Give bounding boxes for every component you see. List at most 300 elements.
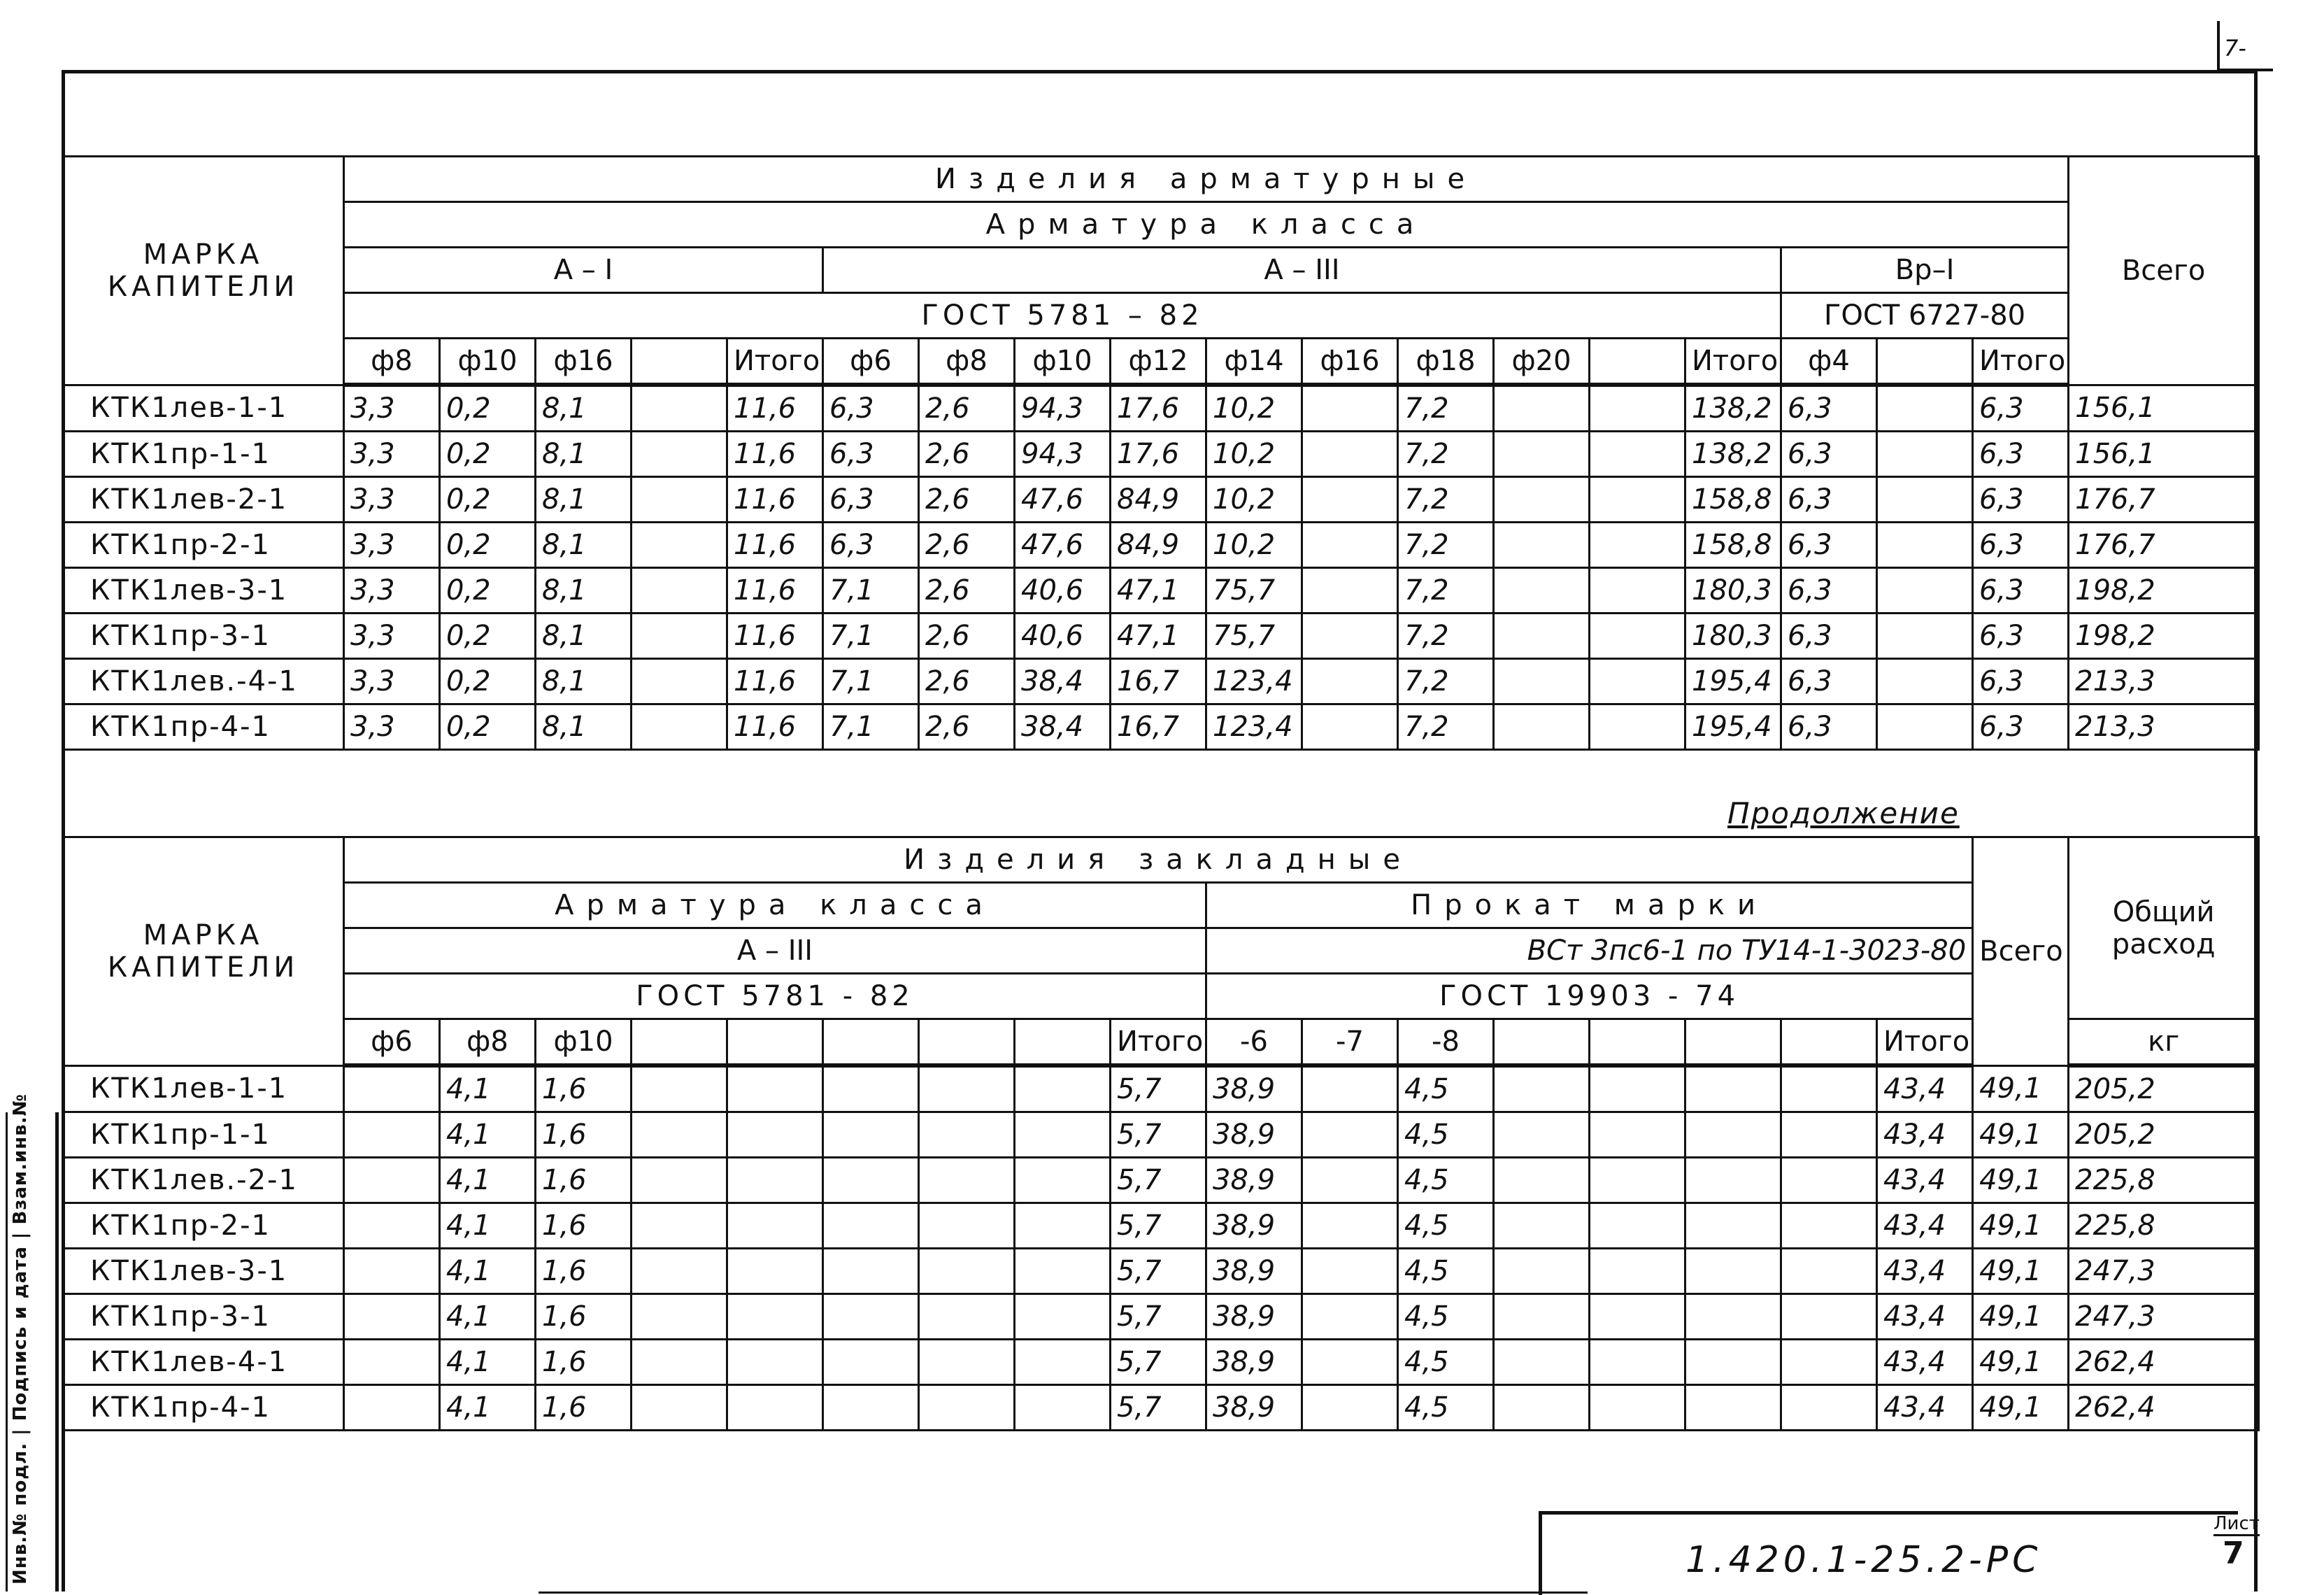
cell-value <box>1494 659 1590 704</box>
sheet-label: Лист <box>2213 1513 2260 1536</box>
cell-value: 6,3 <box>1781 477 1877 523</box>
cell-value <box>1494 1203 1590 1249</box>
class-title: Арматура класса <box>344 202 2069 248</box>
cell-value <box>1015 1112 1111 1158</box>
column-header <box>1877 339 1973 385</box>
column-header: ф6 <box>823 339 919 385</box>
cell-value <box>632 477 727 523</box>
cell-value: 6,3 <box>823 385 919 432</box>
cell-value: 6,3 <box>1781 704 1877 750</box>
cell-value: 8,1 <box>536 432 632 477</box>
cell-value <box>1302 1340 1398 1385</box>
cell-value: 7,2 <box>1398 659 1494 704</box>
cell-value: 4,1 <box>440 1340 536 1385</box>
cell-value <box>1590 385 1685 432</box>
table-row <box>63 1112 2259 1158</box>
column-header: ф10 <box>1015 339 1111 385</box>
column-header <box>1015 1019 1111 1066</box>
group-title: Изделия арматурные <box>344 157 2069 202</box>
capital-mark: КТК1пр-3-1 <box>63 614 344 659</box>
cell-value: 84,9 <box>1111 477 1206 523</box>
cell-value <box>1877 523 1973 568</box>
capital-mark: КТК1пр-4-1 <box>63 704 344 750</box>
cell-value <box>1685 1065 1781 1112</box>
row-total: 198,2 <box>2069 614 2259 659</box>
cell-value <box>632 704 727 750</box>
cell-value <box>1302 432 1398 477</box>
row-overall: 205,2 <box>2069 1065 2259 1112</box>
cell-value: 10,2 <box>1206 523 1302 568</box>
embedded-items-table <box>62 836 2260 1431</box>
cell-value <box>632 385 727 432</box>
cell-value: 4,5 <box>1398 1340 1494 1385</box>
cell-value: 47,1 <box>1111 568 1206 614</box>
column-header: ф18 <box>1398 339 1494 385</box>
column-header <box>632 339 727 385</box>
column-header <box>1590 339 1685 385</box>
cell-value <box>823 1294 919 1340</box>
cell-value: 1,6 <box>536 1294 632 1340</box>
cell-value: 0,2 <box>440 659 536 704</box>
row-total: 156,1 <box>2069 432 2259 477</box>
cell-value: 40,6 <box>1015 614 1111 659</box>
cell-value: 1,6 <box>536 1158 632 1203</box>
cell-value <box>1685 1112 1781 1158</box>
cell-value <box>632 1249 727 1294</box>
cell-value: 123,4 <box>1206 704 1302 750</box>
cell-value <box>344 1340 440 1385</box>
cell-value: 7,2 <box>1398 477 1494 523</box>
cell-value <box>1302 1112 1398 1158</box>
cell-value: 6,3 <box>823 477 919 523</box>
row-total: 198,2 <box>2069 568 2259 614</box>
cell-value: 4,5 <box>1398 1249 1494 1294</box>
cell-value <box>1302 1385 1398 1431</box>
cell-value: 4,5 <box>1398 1203 1494 1249</box>
cell-value <box>823 1340 919 1385</box>
cell-value <box>1494 1340 1590 1385</box>
cell-value: 4,5 <box>1398 1112 1494 1158</box>
cell-value: 0,2 <box>440 523 536 568</box>
cell-value: 43,4 <box>1877 1203 1973 1249</box>
cell-value <box>344 1203 440 1249</box>
cell-value <box>1015 1249 1111 1294</box>
cell-value <box>727 1340 823 1385</box>
cell-value <box>727 1249 823 1294</box>
cell-value: 43,4 <box>1877 1112 1973 1158</box>
cell-value <box>344 1112 440 1158</box>
table-row <box>63 1385 2259 1431</box>
cell-value: 7,1 <box>823 614 919 659</box>
capital-mark: КТК1лев.-4-1 <box>63 659 344 704</box>
row-overall: 247,3 <box>2069 1294 2259 1340</box>
subclass-vp1: Вр–I <box>1781 248 2069 293</box>
cell-value: 43,4 <box>1877 1065 1973 1112</box>
cell-value: 4,5 <box>1398 1385 1494 1431</box>
row-overall: 262,4 <box>2069 1340 2259 1385</box>
cell-value: 158,8 <box>1685 523 1781 568</box>
cell-value: 6,3 <box>1973 432 2069 477</box>
cell-value <box>823 1385 919 1431</box>
group-title: Изделия закладные <box>344 837 1973 883</box>
cell-value <box>1781 1249 1877 1294</box>
row-overall: 247,3 <box>2069 1249 2259 1294</box>
cell-value <box>1590 432 1685 477</box>
row-total: 49,1 <box>1973 1203 2069 1249</box>
cell-value <box>1015 1158 1111 1203</box>
cell-value <box>1590 1158 1685 1203</box>
column-header: ф10 <box>536 1019 632 1066</box>
cell-value <box>1781 1112 1877 1158</box>
row-total: 49,1 <box>1973 1158 2069 1203</box>
cell-value: 4,5 <box>1398 1294 1494 1340</box>
row-total: 49,1 <box>1973 1065 2069 1112</box>
cell-value <box>1015 1203 1111 1249</box>
cell-value <box>823 1112 919 1158</box>
column-header: Итого <box>727 339 823 385</box>
cell-value <box>1494 385 1590 432</box>
cell-value <box>344 1249 440 1294</box>
cell-value: 6,3 <box>1781 614 1877 659</box>
column-header: Итого <box>1973 339 2069 385</box>
cell-value <box>823 1065 919 1112</box>
column-header <box>727 1019 823 1066</box>
cell-value <box>1015 1385 1111 1431</box>
cell-value: 123,4 <box>1206 659 1302 704</box>
table-row <box>63 1294 2259 1340</box>
cell-value <box>1590 1340 1685 1385</box>
corner-mark: 7- <box>2224 35 2246 62</box>
cell-value: 1,6 <box>536 1340 632 1385</box>
cell-value <box>1302 385 1398 432</box>
cell-value <box>1015 1294 1111 1340</box>
cell-value: 4,1 <box>440 1065 536 1112</box>
cell-value <box>1590 523 1685 568</box>
cell-value: 75,7 <box>1206 614 1302 659</box>
cell-value: 40,6 <box>1015 568 1111 614</box>
cell-value <box>919 1203 1015 1249</box>
cell-value: 4,1 <box>440 1249 536 1294</box>
cell-value <box>1685 1158 1781 1203</box>
cell-value: 38,9 <box>1206 1158 1302 1203</box>
cell-value: 38,4 <box>1015 659 1111 704</box>
cell-value <box>1302 523 1398 568</box>
column-header: ф20 <box>1494 339 1590 385</box>
cell-value <box>632 1065 727 1112</box>
cell-value: 0,2 <box>440 477 536 523</box>
cell-value: 4,1 <box>440 1294 536 1340</box>
cell-value <box>919 1340 1015 1385</box>
cell-value: 17,6 <box>1111 432 1206 477</box>
cell-value: 10,2 <box>1206 477 1302 523</box>
cell-value: 6,3 <box>1973 614 2069 659</box>
cell-value <box>919 1112 1015 1158</box>
row-total: 156,1 <box>2069 385 2259 432</box>
cell-value <box>1590 1112 1685 1158</box>
cell-value <box>1302 1203 1398 1249</box>
total-header: Всего <box>1973 837 2069 1066</box>
cell-value: 6,3 <box>1781 385 1877 432</box>
cell-value: 11,6 <box>727 659 823 704</box>
cell-value <box>1494 477 1590 523</box>
cell-value <box>727 1112 823 1158</box>
cell-value: 43,4 <box>1877 1385 1973 1431</box>
cell-value: 8,1 <box>536 523 632 568</box>
cell-value <box>727 1158 823 1203</box>
cell-value: 3,3 <box>344 614 440 659</box>
column-header <box>1494 1019 1590 1066</box>
column-header <box>1590 1019 1685 1066</box>
cell-value <box>1781 1340 1877 1385</box>
row-total: 176,7 <box>2069 523 2259 568</box>
cell-value: 5,7 <box>1111 1065 1206 1112</box>
cell-value: 7,2 <box>1398 614 1494 659</box>
cell-value <box>1494 704 1590 750</box>
cell-value: 8,1 <box>536 568 632 614</box>
cell-value: 3,3 <box>344 568 440 614</box>
cell-value <box>1685 1203 1781 1249</box>
table-row <box>63 614 2259 659</box>
cell-value: 16,7 <box>1111 704 1206 750</box>
cell-value <box>1877 385 1973 432</box>
cell-value <box>1685 1249 1781 1294</box>
cell-value <box>1781 1065 1877 1112</box>
cell-value: 11,6 <box>727 385 823 432</box>
cell-value: 138,2 <box>1685 385 1781 432</box>
cell-value <box>1877 704 1973 750</box>
cell-value: 11,6 <box>727 523 823 568</box>
cell-value: 180,3 <box>1685 614 1781 659</box>
cell-value <box>1494 1385 1590 1431</box>
cell-value: 6,3 <box>1973 523 2069 568</box>
column-header: Итого <box>1685 339 1781 385</box>
cell-value: 8,1 <box>536 385 632 432</box>
cell-value: 0,2 <box>440 614 536 659</box>
cell-value <box>632 523 727 568</box>
cell-value: 6,3 <box>1973 704 2069 750</box>
cell-value: 3,3 <box>344 659 440 704</box>
column-header: Итого <box>1877 1019 1973 1066</box>
reinforcement-table <box>62 155 2260 751</box>
cell-value: 1,6 <box>536 1065 632 1112</box>
cell-value: 7,2 <box>1398 568 1494 614</box>
cell-value: 2,6 <box>919 477 1015 523</box>
cell-value <box>1781 1158 1877 1203</box>
column-header: ф8 <box>440 1019 536 1066</box>
cell-value: 38,9 <box>1206 1249 1302 1294</box>
column-header: ф6 <box>344 1019 440 1066</box>
cell-value: 47,6 <box>1015 523 1111 568</box>
cell-value <box>1781 1203 1877 1249</box>
cell-value <box>1877 432 1973 477</box>
unit-label: кг <box>2069 1019 2259 1066</box>
cell-value <box>632 1158 727 1203</box>
cell-value <box>1302 614 1398 659</box>
cell-value <box>1302 1249 1398 1294</box>
capital-mark: КТК1пр-2-1 <box>63 523 344 568</box>
table-row <box>63 523 2259 568</box>
row-overall: 205,2 <box>2069 1112 2259 1158</box>
subclass-a1: А – I <box>344 248 823 293</box>
cell-value: 38,9 <box>1206 1203 1302 1249</box>
cell-value <box>1590 568 1685 614</box>
cell-value <box>1877 659 1973 704</box>
cell-value: 7,2 <box>1398 432 1494 477</box>
cell-value <box>1877 477 1973 523</box>
cell-value <box>727 1294 823 1340</box>
cell-value <box>1590 1385 1685 1431</box>
cell-value <box>1590 477 1685 523</box>
cell-value: 8,1 <box>536 614 632 659</box>
gost-a: ГОСТ 5781 – 82 <box>344 293 1781 339</box>
cell-value <box>632 659 727 704</box>
cell-value <box>632 1203 727 1249</box>
row-total: 49,1 <box>1973 1112 2069 1158</box>
cell-value <box>1494 614 1590 659</box>
table-row <box>63 1340 2259 1385</box>
rolled-title: Прокат марки <box>1206 883 1973 928</box>
cell-value <box>1877 614 1973 659</box>
column-header: ф12 <box>1111 339 1206 385</box>
column-header: ф16 <box>536 339 632 385</box>
capital-mark: КТК1пр-3-1 <box>63 1294 344 1340</box>
cell-value: 4,1 <box>440 1158 536 1203</box>
cell-value <box>919 1065 1015 1112</box>
continuation-label: Продолжение <box>1727 796 1960 830</box>
cell-value: 10,2 <box>1206 385 1302 432</box>
cell-value: 4,5 <box>1398 1158 1494 1203</box>
column-header: ф8 <box>919 339 1015 385</box>
cell-value <box>1781 1385 1877 1431</box>
subclass-a3: А – III <box>344 928 1206 974</box>
gost-vp: ГОСТ 6727-80 <box>1781 293 2069 339</box>
cell-value: 43,4 <box>1877 1158 1973 1203</box>
cell-value <box>919 1385 1015 1431</box>
cell-value: 7,1 <box>823 568 919 614</box>
cell-value: 2,6 <box>919 523 1015 568</box>
capital-mark: КТК1лев-1-1 <box>63 1065 344 1112</box>
capital-mark: КТК1лев.-2-1 <box>63 1158 344 1203</box>
row-total: 213,3 <box>2069 659 2259 704</box>
cell-value: 1,6 <box>536 1112 632 1158</box>
cell-value: 4,1 <box>440 1112 536 1158</box>
cell-value: 16,7 <box>1111 659 1206 704</box>
sheet-number: 7 <box>2223 1536 2244 1571</box>
cell-value: 6,3 <box>1781 523 1877 568</box>
cell-value: 5,7 <box>1111 1203 1206 1249</box>
column-header <box>823 1019 919 1066</box>
cell-value <box>727 1203 823 1249</box>
cell-value: 38,9 <box>1206 1294 1302 1340</box>
bottom-rule <box>539 1592 1588 1594</box>
cell-value: 6,3 <box>1973 477 2069 523</box>
row-total: 49,1 <box>1973 1340 2069 1385</box>
cell-value: 94,3 <box>1015 385 1111 432</box>
gost-rolled: ГОСТ 19903 - 74 <box>1206 974 1973 1019</box>
rolled-grade: ВСт 3пс6-1 по ТУ14-1-3023-80 <box>1206 928 1973 974</box>
cell-value <box>1015 1065 1111 1112</box>
table-row <box>63 659 2259 704</box>
cell-value: 5,7 <box>1111 1158 1206 1203</box>
column-header <box>919 1019 1015 1066</box>
cell-value <box>1302 568 1398 614</box>
cell-value: 6,3 <box>823 523 919 568</box>
class-title: Арматура класса <box>344 883 1206 928</box>
cell-value <box>1494 523 1590 568</box>
document-code: 1.420.1-25.2-РС <box>1685 1539 2042 1581</box>
column-header <box>1685 1019 1781 1066</box>
cell-value: 180,3 <box>1685 568 1781 614</box>
cell-value: 94,3 <box>1015 432 1111 477</box>
cell-value: 6,3 <box>1973 659 2069 704</box>
cell-value: 5,7 <box>1111 1112 1206 1158</box>
cell-value <box>919 1158 1015 1203</box>
capital-mark: КТК1пр-1-1 <box>63 432 344 477</box>
cell-value: 2,6 <box>919 568 1015 614</box>
cell-value: 7,1 <box>823 659 919 704</box>
cell-value <box>632 1294 727 1340</box>
cell-value <box>1590 1065 1685 1112</box>
cell-value: 11,6 <box>727 614 823 659</box>
capital-mark: КТК1пр-2-1 <box>63 1203 344 1249</box>
cell-value <box>1685 1294 1781 1340</box>
column-header: -8 <box>1398 1019 1494 1066</box>
cell-value: 38,9 <box>1206 1340 1302 1385</box>
cell-value <box>1302 477 1398 523</box>
margin-stamp-text: Инв.№ подл. | Подпись и дата | Взам.инв.№ <box>10 1093 31 1585</box>
cell-value: 47,1 <box>1111 614 1206 659</box>
cell-value <box>1781 1294 1877 1340</box>
column-header: ф8 <box>344 339 440 385</box>
capital-mark: КТК1лев-3-1 <box>63 568 344 614</box>
cell-value: 38,4 <box>1015 704 1111 750</box>
cell-value <box>1590 704 1685 750</box>
column-header: -6 <box>1206 1019 1302 1066</box>
cell-value: 1,6 <box>536 1249 632 1294</box>
table-row <box>63 1158 2259 1203</box>
cell-value: 4,1 <box>440 1203 536 1249</box>
cell-value: 4,5 <box>1398 1065 1494 1112</box>
capital-mark: КТК1лев-4-1 <box>63 1340 344 1385</box>
cell-value: 3,3 <box>344 704 440 750</box>
cell-value: 3,3 <box>344 477 440 523</box>
cell-value: 1,6 <box>536 1385 632 1431</box>
cell-value <box>1877 568 1973 614</box>
cell-value: 5,7 <box>1111 1249 1206 1294</box>
mark-header: МАРКА КАПИТЕЛИ <box>63 837 344 1066</box>
gost-a: ГОСТ 5781 - 82 <box>344 974 1206 1019</box>
cell-value: 2,6 <box>919 385 1015 432</box>
cell-value: 8,1 <box>536 659 632 704</box>
cell-value: 6,3 <box>1781 568 1877 614</box>
cell-value <box>632 432 727 477</box>
column-header: ф16 <box>1302 339 1398 385</box>
table-row <box>63 704 2259 750</box>
cell-value <box>344 1294 440 1340</box>
cell-value: 8,1 <box>536 477 632 523</box>
row-total: 213,3 <box>2069 704 2259 750</box>
cell-value: 43,4 <box>1877 1249 1973 1294</box>
cell-value: 47,6 <box>1015 477 1111 523</box>
cell-value: 43,4 <box>1877 1294 1973 1340</box>
column-header: Итого <box>1111 1019 1206 1066</box>
table-row <box>63 1249 2259 1294</box>
cell-value: 2,6 <box>919 432 1015 477</box>
capital-mark: КТК1лев-2-1 <box>63 477 344 523</box>
table-row <box>63 1065 2259 1112</box>
table-row <box>63 568 2259 614</box>
cell-value: 17,6 <box>1111 385 1206 432</box>
